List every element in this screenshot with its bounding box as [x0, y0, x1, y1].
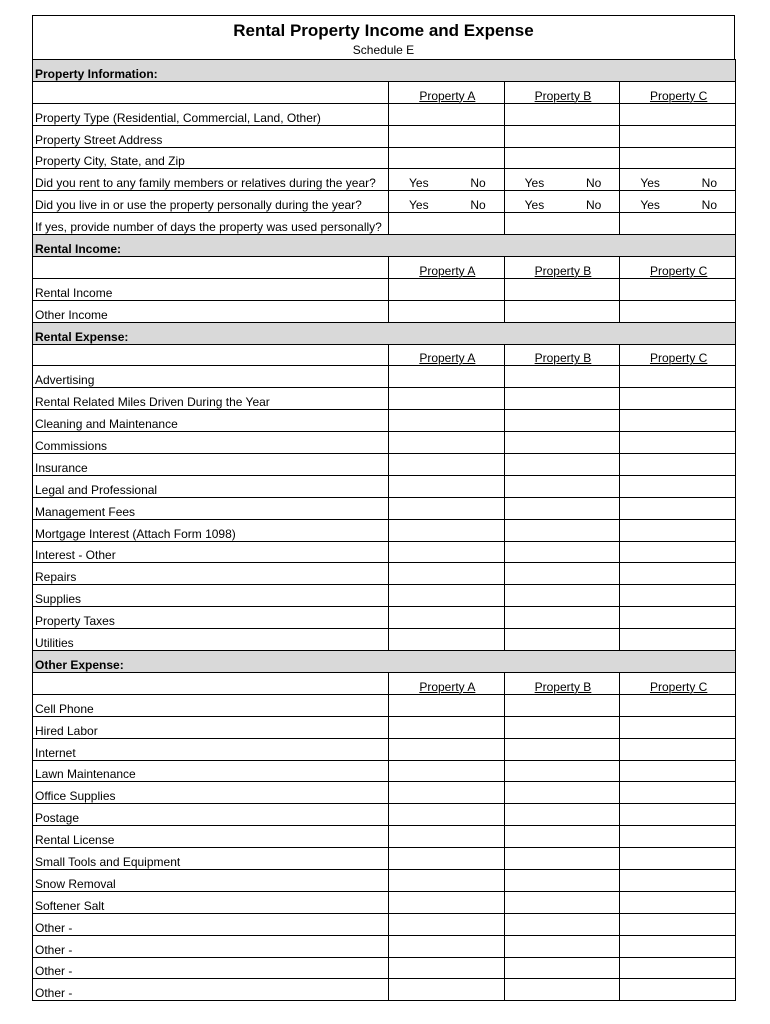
row-label: Advertising	[33, 366, 389, 388]
form-row	[33, 432, 736, 454]
entry-field[interactable]	[504, 541, 620, 563]
form-header	[32, 15, 735, 59]
no-option[interactable]: No	[701, 198, 718, 213]
entry-field[interactable]	[620, 103, 736, 125]
column-header-label: Property A	[419, 263, 476, 278]
entry-field[interactable]	[389, 519, 505, 541]
entry-field[interactable]	[389, 782, 505, 804]
row-label: Insurance	[33, 454, 389, 476]
yes-no-cell[interactable]	[389, 191, 505, 213]
entry-field[interactable]	[504, 607, 620, 629]
row-label: Rental Income	[33, 278, 389, 300]
entry-field[interactable]	[504, 585, 620, 607]
row-label: Lawn Maintenance	[33, 760, 389, 782]
column-header-blank	[33, 257, 389, 279]
row-label: Small Tools and Equipment	[33, 848, 389, 870]
section-title: Other Expense:	[33, 651, 736, 673]
entry-field[interactable]	[504, 300, 620, 322]
entry-field[interactable]	[504, 410, 620, 432]
entry-field[interactable]	[504, 278, 620, 300]
row-label: Supplies	[33, 585, 389, 607]
row-label: Property Taxes	[33, 607, 389, 629]
entry-field[interactable]	[620, 738, 736, 760]
column-header-label: Property C	[649, 351, 708, 366]
form-row	[33, 147, 736, 169]
entry-field[interactable]	[389, 738, 505, 760]
yes-no-cell[interactable]	[620, 169, 736, 191]
no-option[interactable]: No	[585, 198, 602, 213]
column-header-label: Property B	[534, 679, 592, 694]
entry-field[interactable]	[620, 957, 736, 979]
entry-field[interactable]	[620, 629, 736, 651]
entry-field[interactable]	[504, 475, 620, 497]
entry-field[interactable]	[620, 935, 736, 957]
entry-field[interactable]	[389, 913, 505, 935]
entry-field[interactable]	[389, 957, 505, 979]
entry-field[interactable]	[504, 125, 620, 147]
column-header-property	[504, 344, 620, 366]
entry-field[interactable]	[620, 782, 736, 804]
entry-field[interactable]	[389, 103, 505, 125]
entry-field[interactable]	[504, 454, 620, 476]
yes-option[interactable]: Yes	[640, 198, 660, 213]
entry-field[interactable]	[504, 103, 620, 125]
entry-field[interactable]	[620, 388, 736, 410]
entry-field[interactable]	[389, 979, 505, 1001]
entry-field[interactable]	[620, 213, 736, 235]
entry-field[interactable]	[504, 432, 620, 454]
row-label: Other -	[33, 935, 389, 957]
column-header-label: Property B	[534, 351, 592, 366]
entry-field[interactable]	[620, 760, 736, 782]
form-table	[32, 59, 736, 1001]
section-title: Rental Income:	[33, 235, 736, 257]
entry-field[interactable]	[620, 826, 736, 848]
row-label: Postage	[33, 804, 389, 826]
no-option[interactable]: No	[470, 176, 486, 191]
entry-field[interactable]	[504, 388, 620, 410]
entry-field[interactable]	[389, 541, 505, 563]
form-row	[33, 475, 736, 497]
column-header-label: Property A	[419, 351, 476, 366]
column-header-label: Property B	[534, 88, 592, 103]
form-row	[33, 957, 736, 979]
section-title: Rental Expense:	[33, 322, 736, 344]
yes-no-options	[507, 177, 620, 190]
entry-field[interactable]	[504, 891, 620, 913]
entry-field[interactable]	[504, 519, 620, 541]
no-option[interactable]: No	[585, 176, 602, 191]
entry-field[interactable]	[504, 804, 620, 826]
form-row	[33, 760, 736, 782]
entry-field[interactable]	[389, 607, 505, 629]
form-row	[33, 278, 736, 300]
row-label: Mortgage Interest (Attach Form 1098)	[33, 519, 389, 541]
form-row	[33, 935, 736, 957]
row-label: Cleaning and Maintenance	[33, 410, 389, 432]
entry-field[interactable]	[620, 410, 736, 432]
no-option[interactable]: No	[470, 198, 486, 213]
column-header-label: Property A	[419, 88, 476, 103]
column-header-property	[389, 344, 505, 366]
column-header-property	[504, 672, 620, 694]
form-row	[33, 607, 736, 629]
entry-field[interactable]	[504, 629, 620, 651]
row-label: Did you live in or use the property personally during the year?	[33, 191, 389, 213]
column-header-label: Property C	[649, 679, 708, 694]
entry-field[interactable]	[504, 913, 620, 935]
form-row	[33, 541, 736, 563]
column-header-blank	[33, 81, 389, 103]
form-row	[33, 738, 736, 760]
entry-field[interactable]	[504, 738, 620, 760]
column-header-row	[33, 672, 736, 694]
form-row	[33, 497, 736, 519]
section-header	[33, 60, 736, 82]
entry-field[interactable]	[389, 410, 505, 432]
rental-property-form	[32, 15, 735, 1001]
yes-option[interactable]: Yes	[524, 176, 545, 191]
row-label: Repairs	[33, 563, 389, 585]
form-title: Rental Property Income and Expense	[233, 21, 534, 40]
row-label: Utilities	[33, 629, 389, 651]
entry-field[interactable]	[389, 891, 505, 913]
entry-field[interactable]	[504, 213, 620, 235]
entry-field[interactable]	[620, 891, 736, 913]
row-label: Softener Salt	[33, 891, 389, 913]
entry-field[interactable]	[504, 563, 620, 585]
yes-option[interactable]: Yes	[409, 198, 429, 213]
form-row	[33, 848, 736, 870]
form-subtitle: Schedule E	[352, 43, 415, 57]
column-header-property	[504, 257, 620, 279]
entry-field[interactable]	[389, 497, 505, 519]
column-header-property	[389, 257, 505, 279]
column-header-blank	[33, 344, 389, 366]
entry-field[interactable]	[620, 366, 736, 388]
form-row	[33, 519, 736, 541]
entry-field[interactable]	[389, 475, 505, 497]
form-row	[33, 694, 736, 716]
row-label: Cell Phone	[33, 694, 389, 716]
row-label: If yes, provide number of days the property was used personally?	[33, 213, 389, 235]
entry-field[interactable]	[389, 826, 505, 848]
entry-field[interactable]	[389, 366, 505, 388]
yes-no-cell[interactable]	[504, 169, 620, 191]
column-header-property	[620, 257, 736, 279]
section-header	[33, 322, 736, 344]
column-header-property	[389, 672, 505, 694]
form-row	[33, 103, 736, 125]
entry-field[interactable]	[504, 497, 620, 519]
row-label: Rental License	[33, 826, 389, 848]
form-row	[33, 979, 736, 1001]
form-row	[33, 563, 736, 585]
yes-no-options	[391, 177, 504, 190]
column-header-row	[33, 257, 736, 279]
row-label: Other -	[33, 957, 389, 979]
section-header	[33, 235, 736, 257]
entry-field[interactable]	[620, 497, 736, 519]
row-label: Commissions	[33, 432, 389, 454]
section-title: Property Information:	[33, 60, 736, 82]
row-label: Other Income	[33, 300, 389, 322]
column-header-property	[389, 81, 505, 103]
yes-no-options	[507, 199, 620, 212]
row-label: Internet	[33, 738, 389, 760]
column-header-property	[620, 81, 736, 103]
entry-field[interactable]	[389, 629, 505, 651]
yes-no-options	[391, 199, 504, 212]
yes-no-options	[622, 177, 735, 190]
entry-field[interactable]	[389, 278, 505, 300]
entry-field[interactable]	[504, 716, 620, 738]
column-header-row	[33, 344, 736, 366]
entry-field[interactable]	[389, 454, 505, 476]
yes-no-cell[interactable]	[389, 169, 505, 191]
entry-field[interactable]	[620, 869, 736, 891]
entry-field[interactable]	[620, 147, 736, 169]
column-header-row	[33, 81, 736, 103]
row-label: Property Type (Residential, Commercial, Land, Other)	[33, 103, 389, 125]
entry-field[interactable]	[620, 541, 736, 563]
yes-no-cell[interactable]	[504, 191, 620, 213]
column-header-label: Property A	[419, 679, 476, 694]
row-label: Snow Removal	[33, 869, 389, 891]
entry-field[interactable]	[504, 366, 620, 388]
row-label: Legal and Professional	[33, 475, 389, 497]
row-label: Other -	[33, 913, 389, 935]
entry-field[interactable]	[504, 782, 620, 804]
form-row	[33, 213, 736, 235]
entry-field[interactable]	[620, 694, 736, 716]
entry-field[interactable]	[620, 607, 736, 629]
entry-field[interactable]	[620, 125, 736, 147]
row-label: Other -	[33, 979, 389, 1001]
entry-field[interactable]	[504, 760, 620, 782]
section-header	[33, 651, 736, 673]
row-label: Management Fees	[33, 497, 389, 519]
row-label: Hired Labor	[33, 716, 389, 738]
entry-field[interactable]	[389, 585, 505, 607]
entry-field[interactable]	[389, 848, 505, 870]
column-header-property	[504, 81, 620, 103]
row-label: Interest - Other	[33, 541, 389, 563]
entry-field[interactable]	[620, 519, 736, 541]
entry-field[interactable]	[620, 804, 736, 826]
column-header-label: Property C	[649, 88, 708, 103]
yes-no-options	[622, 199, 735, 212]
yes-no-cell[interactable]	[620, 191, 736, 213]
entry-field[interactable]	[389, 935, 505, 957]
row-label: Property Street Address	[33, 125, 389, 147]
entry-field[interactable]	[389, 869, 505, 891]
entry-field[interactable]	[389, 147, 505, 169]
form-row	[33, 629, 736, 651]
form-row	[33, 869, 736, 891]
form-row	[33, 366, 736, 388]
form-row	[33, 410, 736, 432]
column-header-blank	[33, 672, 389, 694]
form-row	[33, 454, 736, 476]
entry-field[interactable]	[504, 957, 620, 979]
form-row	[33, 716, 736, 738]
entry-field[interactable]	[389, 804, 505, 826]
entry-field[interactable]	[389, 760, 505, 782]
form-row	[33, 300, 736, 322]
no-option[interactable]: No	[701, 176, 718, 191]
entry-field[interactable]	[620, 979, 736, 1001]
form-row	[33, 826, 736, 848]
form-row	[33, 191, 736, 213]
row-label: Property City, State, and Zip	[33, 147, 389, 169]
entry-field[interactable]	[504, 694, 620, 716]
entry-field[interactable]	[389, 694, 505, 716]
entry-field[interactable]	[504, 826, 620, 848]
entry-field[interactable]	[620, 848, 736, 870]
form-row	[33, 804, 736, 826]
entry-field[interactable]	[389, 432, 505, 454]
yes-option[interactable]: Yes	[524, 198, 545, 213]
entry-field[interactable]	[620, 432, 736, 454]
column-header-label: Property C	[649, 263, 708, 278]
row-label: Rental Related Miles Driven During the Year	[33, 388, 389, 410]
row-label: Did you rent to any family members or relatives during the year?	[33, 169, 389, 191]
entry-field[interactable]	[504, 848, 620, 870]
entry-field[interactable]	[620, 563, 736, 585]
entry-field[interactable]	[504, 869, 620, 891]
form-row	[33, 125, 736, 147]
column-header-property	[620, 672, 736, 694]
entry-field[interactable]	[620, 278, 736, 300]
entry-field[interactable]	[620, 913, 736, 935]
entry-field[interactable]	[389, 300, 505, 322]
form-row	[33, 782, 736, 804]
form-row	[33, 388, 736, 410]
entry-field[interactable]	[620, 716, 736, 738]
yes-option[interactable]: Yes	[640, 176, 660, 191]
entry-field[interactable]	[620, 475, 736, 497]
entry-field[interactable]	[389, 563, 505, 585]
entry-field[interactable]	[389, 213, 505, 235]
form-row	[33, 913, 736, 935]
entry-field[interactable]	[620, 300, 736, 322]
entry-field[interactable]	[504, 147, 620, 169]
entry-field[interactable]	[504, 935, 620, 957]
form-row	[33, 891, 736, 913]
entry-field[interactable]	[389, 388, 505, 410]
column-header-property	[620, 344, 736, 366]
row-label: Office Supplies	[33, 782, 389, 804]
entry-field[interactable]	[620, 585, 736, 607]
form-row	[33, 585, 736, 607]
entry-field[interactable]	[389, 716, 505, 738]
form-row	[33, 169, 736, 191]
entry-field[interactable]	[389, 125, 505, 147]
column-header-label: Property B	[534, 263, 592, 278]
entry-field[interactable]	[620, 454, 736, 476]
entry-field[interactable]	[504, 979, 620, 1001]
yes-option[interactable]: Yes	[409, 176, 429, 191]
